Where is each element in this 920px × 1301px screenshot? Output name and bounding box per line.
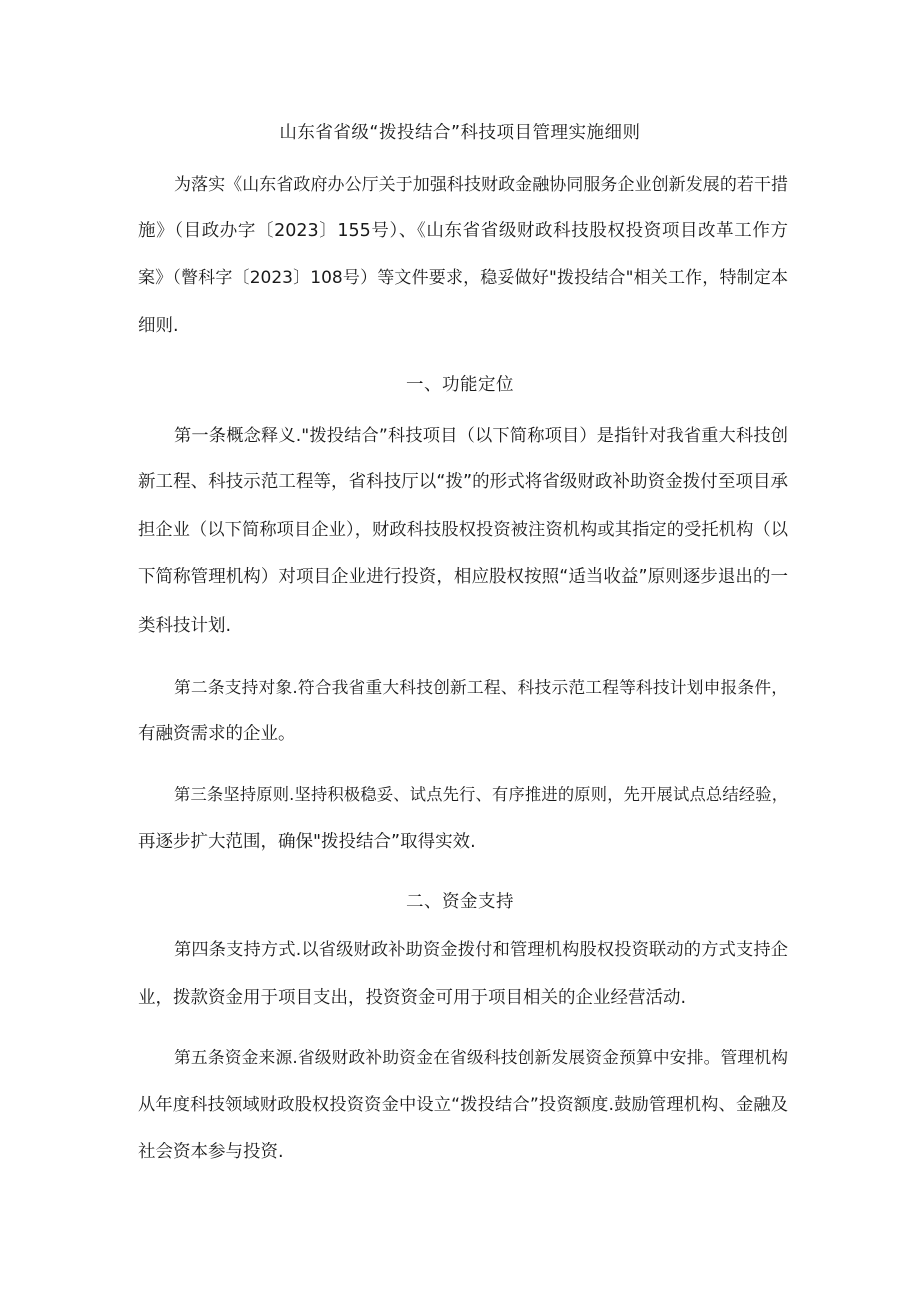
preamble-line-2: 施》（目政办字〔2023〕155号）、《山东省省级财政科技股权投资项目改革工作方 <box>138 221 788 241</box>
article5-line-1: 第五条资金来源.省级财政补助资金在省级科技创新发展资金预算中安排。管理机构 <box>174 1047 788 1067</box>
article1-line-1: 第一条概念释义."拨投结合”科技项目（以下简称项目）是指针对我省重大科技创 <box>174 426 788 446</box>
article3-line-2: 再逐步扩大范围，确保"拨投结合”取得实效. <box>138 832 476 852</box>
article1-line-5: 类科技计划. <box>138 616 232 636</box>
preamble-line-4: 细则. <box>138 316 179 336</box>
preamble-line-3: 案》（瞥科字〔2023〕108号）等文件要求，稳妥做好"拨投结合"相关工作，特制定本 <box>138 268 788 288</box>
article1-line-3: 担企业（以下简称项目企业），财政科技股权投资被注资机构或其指定的受托机构（以 <box>138 520 788 540</box>
preamble-line-1: 为落实《山东省政府办公厅关于加强科技财政金融协同服务企业创新发展的若干措 <box>174 175 788 195</box>
article1-line-4: 下简称管理机构）对项目企业进行投资，相应股权按照“适当收益”原则逐步退出的一 <box>138 567 788 587</box>
article4-line-2: 业，拨款资金用于项目支出，投资资金可用于项目相关的企业经营活动. <box>138 988 687 1008</box>
article2-line-1: 第二条支持对象.符合我省重大科技创新工程、科技示范工程等科技计划申报条件， <box>174 677 788 697</box>
article1-line-2: 新工程、科技示范工程等，省科技厅以“拨”的形式将省级财政补助资金拨付至项目承 <box>138 472 788 492</box>
section-heading-1: 一、功能定位 <box>406 375 514 395</box>
article5-line-3: 社会资本参与投资. <box>138 1142 284 1162</box>
article3-line-1: 第三条坚持原则.坚持积极稳妥、试点先行、有序推进的原则，先开展试点总结经验， <box>174 785 788 804</box>
document-title: 山东省省级“拨投结合”科技项目管理实施细则 <box>279 123 641 143</box>
section-heading-2: 二、资金支持 <box>406 892 514 912</box>
article5-line-2: 从年度科技领域财政股权投资资金中设立“拨投结合”投资额度.鼓励管理机构、金融及 <box>138 1095 788 1115</box>
article2-line-2: 有融资需求的企业。 <box>138 724 296 744</box>
article4-line-1: 第四条支持方式.以省级财政补助资金拨付和管理机构股权投资联动的方式支持企 <box>174 940 788 960</box>
